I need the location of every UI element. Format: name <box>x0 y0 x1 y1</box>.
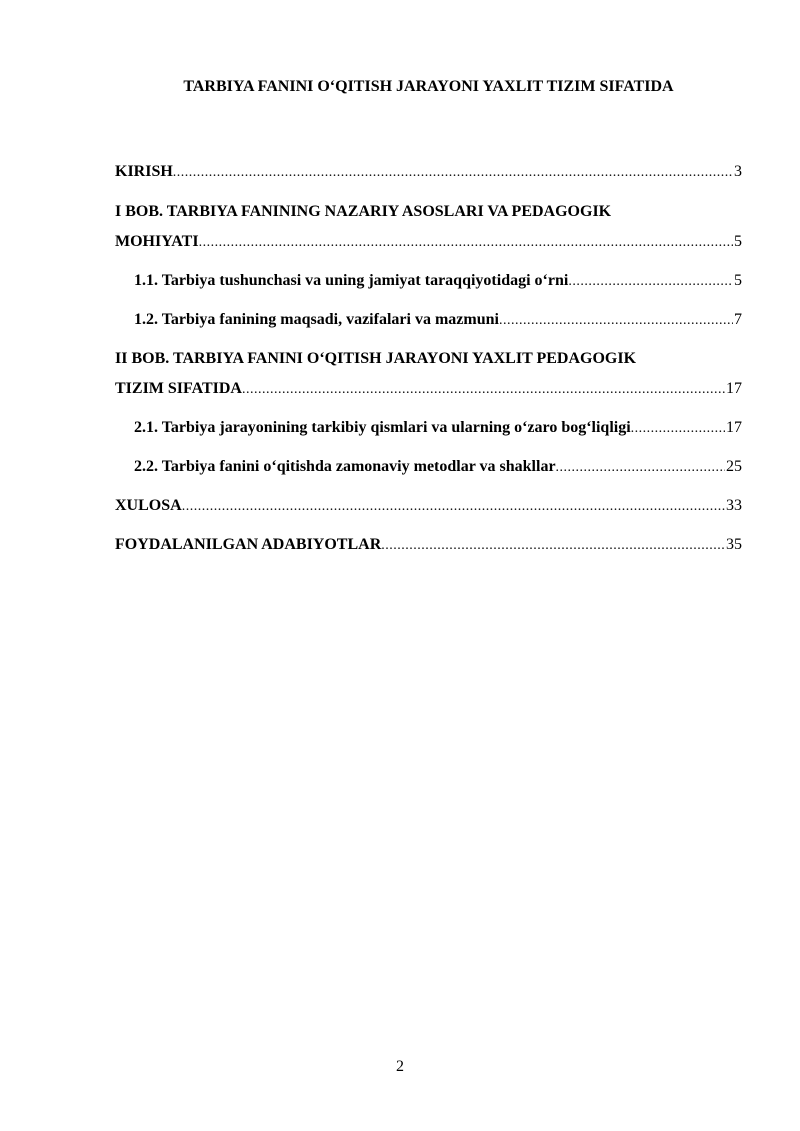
toc-page-number: 3 <box>734 163 742 180</box>
toc-entry-chapter-2 <box>115 349 742 399</box>
toc-page-number: 5 <box>734 233 742 250</box>
toc-entry-section-2-2 <box>115 457 742 477</box>
toc-chapter-heading: I BOB. TARBIYA FANINING NAZARIY ASOSLARI VA PEDAGOGIK <box>115 203 612 220</box>
toc-label: 1.2. Tarbiya fanining maqsadi, vazifalari va mazmuni <box>134 311 499 328</box>
toc-page-number: 25 <box>726 458 742 475</box>
toc-page-number: 17 <box>726 419 742 436</box>
toc-dot-leader <box>242 380 725 400</box>
toc-dot-leader <box>173 163 733 183</box>
toc-label: TIZIM SIFATIDA <box>115 380 242 397</box>
toc-line <box>115 162 742 182</box>
toc-label: FOYDALANILGAN ADABIYOTLAR <box>115 536 382 553</box>
toc-dot-leader <box>182 497 725 517</box>
toc-line <box>115 535 742 555</box>
toc-dot-leader <box>568 272 733 292</box>
toc-entry-introduction <box>115 162 742 182</box>
toc-label: XULOSA <box>115 497 182 514</box>
toc-dot-leader <box>631 419 725 439</box>
toc-entry-conclusion <box>115 496 742 516</box>
toc-page-number: 17 <box>726 380 742 397</box>
toc-chapter-heading: II BOB. TARBIYA FANINI O‘QITISH JARAYONI YAXLIT PEDAGOGIK <box>115 350 637 367</box>
toc-line <box>134 418 742 438</box>
toc-label: MOHIYATI <box>115 233 199 250</box>
toc-line <box>115 232 742 252</box>
document-title: TARBIYA FANINI O‘QITISH JARAYONI YAXLIT TIZIM SIFATIDA <box>183 78 674 95</box>
toc-label: 1.1. Tarbiya tushunchasi va uning jamiyat taraqqiyotidagi o‘rni <box>134 272 569 289</box>
toc-label: KIRISH <box>115 163 173 180</box>
toc-line <box>115 496 742 516</box>
toc-entry-section-1-2 <box>115 310 742 330</box>
toc-dot-leader <box>556 458 725 478</box>
toc-line <box>134 271 742 291</box>
toc-dot-leader <box>381 536 725 556</box>
toc-entry-section-2-1 <box>115 418 742 438</box>
toc-label: 2.1. Tarbiya jarayonining tarkibiy qismlari va ularning o‘zaro bog‘liqligi <box>134 419 631 436</box>
toc-dot-leader <box>199 233 733 253</box>
toc-page-number: 33 <box>726 497 742 514</box>
page-number: 2 <box>396 1058 404 1075</box>
toc-page-number: 35 <box>726 536 742 553</box>
toc-line <box>134 457 742 477</box>
toc-line <box>115 379 742 399</box>
toc-line <box>134 310 742 330</box>
toc-page-number: 7 <box>734 311 742 328</box>
toc-entry-section-1-1 <box>115 271 742 291</box>
toc-entry-chapter-1 <box>115 202 742 252</box>
toc-page-number: 5 <box>734 272 742 289</box>
toc-label: 2.2. Tarbiya fanini o‘qitishda zamonaviy metodlar va shakllar <box>134 458 556 475</box>
toc-entry-references <box>115 535 742 555</box>
table-of-contents <box>115 162 742 555</box>
toc-dot-leader <box>499 311 733 331</box>
